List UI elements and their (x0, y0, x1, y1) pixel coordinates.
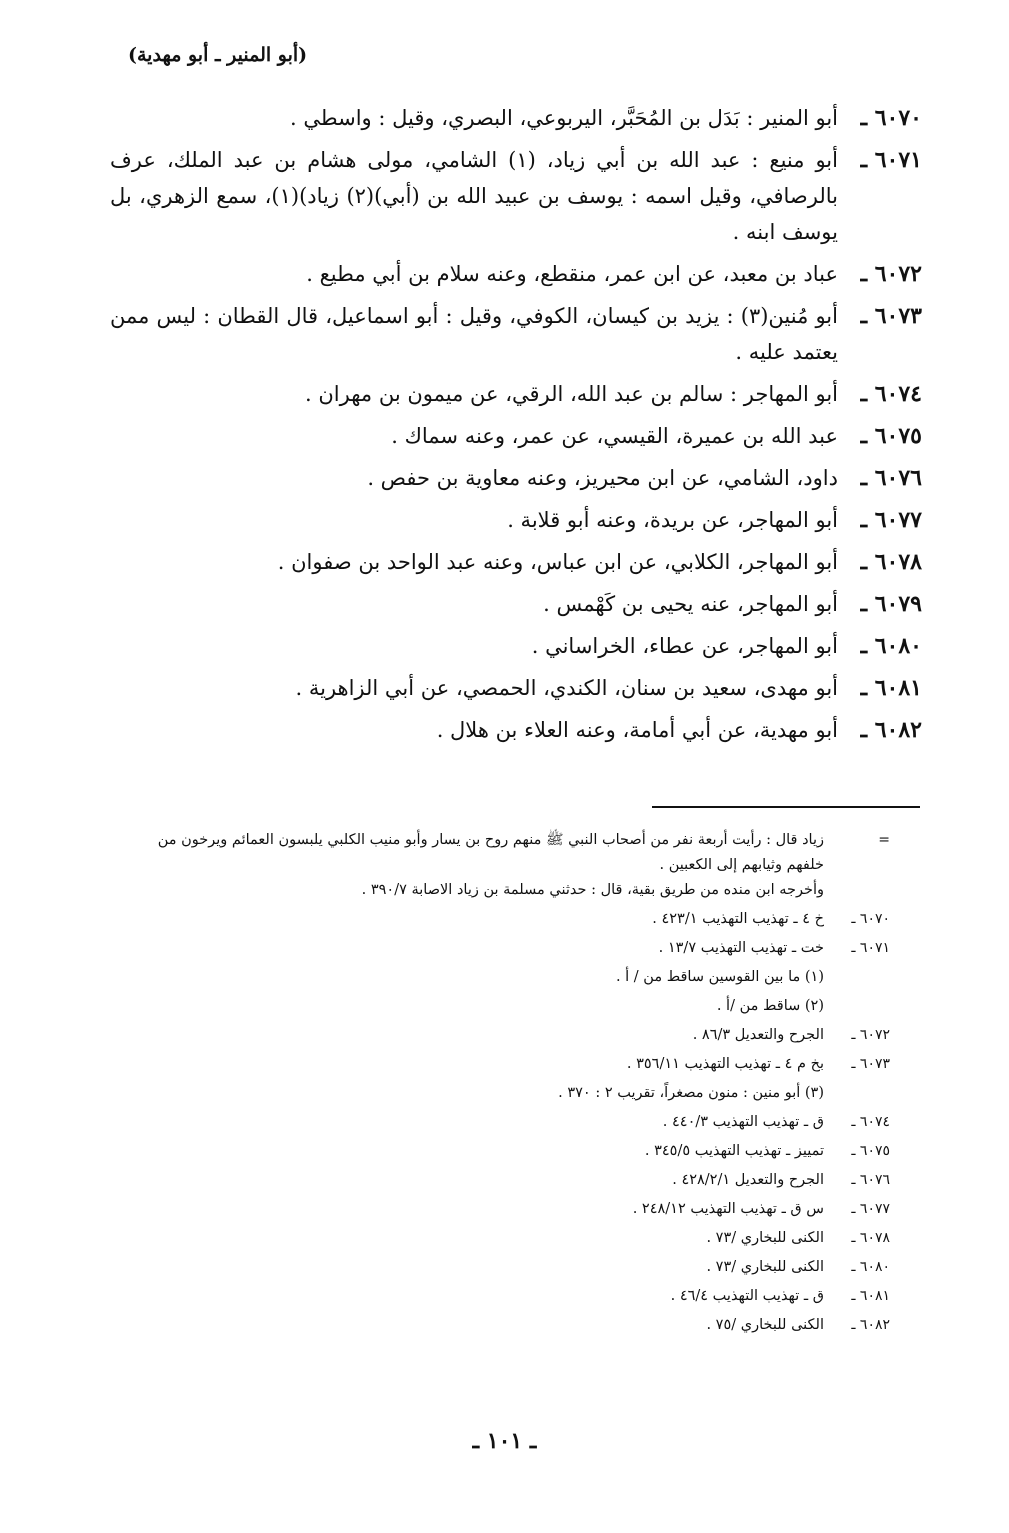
footnote (120, 994, 890, 1019)
footnote-number: ٦٠٧٥ ـ (851, 1143, 890, 1159)
footnote-text: (٣) أبو منين : منون مصغراً، تقريب ٢ : ٣٧٠ . (558, 1085, 824, 1101)
entry-text: أبو المنير : بَدَل بن المُحَبَّر، اليربوعي، البصري، وقيل : واسطي . (290, 106, 838, 130)
entry (110, 712, 922, 748)
entry (110, 586, 922, 622)
entry (110, 376, 922, 412)
entry-text: أبو مهدية، عن أبي أمامة، وعنه العلاء بن هلال . (436, 718, 838, 742)
entry-text: أبو مُنين(٣) : يزيد بن كيسان، الكوفي، وقيل : أبو اسماعيل، قال القطان : ليس ممن يعتمد عليه . (110, 304, 838, 364)
entry-number: ٦٠٧٨ ـ (860, 549, 922, 575)
entry (110, 142, 922, 250)
entry-number: ٦٠٧٧ ـ (860, 507, 922, 533)
footnote-number: ٦٠٧٤ ـ (851, 1114, 890, 1130)
footnote-text: الكنى للبخاري /٧٥ . (706, 1317, 824, 1333)
entry-number: ٦٠٧٢ ـ (860, 261, 922, 287)
footnote-number: ٦٠٧٠ ـ (851, 911, 890, 927)
footnote-number: ٦٠٨١ ـ (851, 1288, 890, 1304)
entry (110, 298, 922, 370)
footnote-text: بخ م ٤ ـ تهذيب التهذيب ٣٥٦/١١ . (626, 1056, 824, 1072)
footnote-text: تمييز ـ تهذيب التهذيب ٣٤٥/٥ . (644, 1143, 824, 1159)
entry-text: عبد الله بن عميرة، القيسي، عن عمر، وعنه سماك . (391, 424, 838, 448)
footnote-number: ٦٠٧٦ ـ (851, 1172, 890, 1188)
footnote-text: خت ـ تهذيب التهذيب ١٣/٧ . (658, 940, 824, 956)
footnote-number: ٦٠٧٨ ـ (851, 1230, 890, 1246)
entry-text: أبو المهاجر، عن بريدة، وعنه أبو قلابة . (507, 508, 838, 532)
entry-number: ٦٠٧١ ـ (860, 147, 922, 173)
running-header: (أبو المنير ـ أبو مهدية) (128, 44, 308, 66)
entry-text: أبو المهاجر، الكلابي، عن ابن عباس، وعنه عبد الواحد بن صفوان . (277, 550, 838, 574)
entry (110, 256, 922, 292)
footnote (120, 1023, 890, 1048)
entry-text: داود، الشامي، عن ابن محيريز، وعنه معاوية بن حفص . (367, 466, 838, 490)
footnote-number: ٦٠٨٢ ـ (851, 1317, 890, 1333)
entry-text: أبو المهاجر، عنه يحيى بن كَهْمس . (543, 592, 838, 616)
footnote (120, 1110, 890, 1135)
footnote-text: الجرح والتعديل ٤٢٨/٢/١ . (672, 1172, 824, 1188)
footnote-number: ٦٠٧٧ ـ (851, 1201, 890, 1217)
footnote-continuation (120, 828, 890, 903)
entry-number: ٦٠٨١ ـ (860, 675, 922, 701)
footnote (120, 1081, 890, 1106)
entry-number: ٦٠٧٠ ـ (860, 105, 922, 131)
footnote (120, 1168, 890, 1193)
entry (110, 100, 922, 136)
entry (110, 628, 922, 664)
footnote (120, 1226, 890, 1251)
footnote-divider (652, 806, 920, 808)
entry-text: أبو المهاجر : سالم بن عبد الله، الرقي، عن ميمون بن مهران . (305, 382, 838, 406)
footnote (120, 1284, 890, 1309)
continuation-mark: = (878, 832, 890, 848)
footnote (120, 1255, 890, 1280)
footnote-text: خ ٤ ـ تهذيب التهذيب ٤٢٣/١ . (652, 911, 824, 927)
entry-list (110, 100, 922, 754)
footnote-text: الكنى للبخاري /٧٣ . (706, 1259, 824, 1275)
footnote-number: ٦٠٨٠ ـ (851, 1259, 890, 1275)
page-number: ـ ١٠١ ـ (472, 1428, 537, 1454)
footnote (120, 965, 890, 990)
entry (110, 418, 922, 454)
entry (110, 502, 922, 538)
footnote-number: ٦٠٧٢ ـ (851, 1027, 890, 1043)
footnote-list (120, 828, 890, 1342)
footnote-text: س ق ـ تهذيب التهذيب ٢٤٨/١٢ . (632, 1201, 824, 1217)
footnote (120, 1197, 890, 1222)
footnote-text: (١) ما بين القوسين ساقط من / أ . (615, 969, 824, 985)
entry-number: ٦٠٨٠ ـ (860, 633, 922, 659)
footnote-text: الجرح والتعديل ٨٦/٣ . (692, 1027, 824, 1043)
footnote-text: ق ـ تهذيب التهذيب ٤٦/٤ . (670, 1288, 824, 1304)
footnote-number: ٦٠٧١ ـ (851, 940, 890, 956)
footnote (120, 936, 890, 961)
continuation-line: زياد قال : رأيت أربعة نفر من أصحاب النبي ﷺ منهم روح بن يسار وأبو منيب الكلبي يلبسون العمائم ويرخون من خلفهم وثيابهم إلى الكعبين . (157, 832, 824, 873)
footnote-text: (٢) ساقط من /أ . (716, 998, 824, 1014)
entry-number: ٦٠٨٢ ـ (860, 717, 922, 743)
footnote (120, 1052, 890, 1077)
entry-number: ٦٠٧٤ ـ (860, 381, 922, 407)
footnote (120, 907, 890, 932)
entry-number: ٦٠٧٣ ـ (860, 303, 922, 329)
entry-text: عباد بن معبد، عن ابن عمر، منقطع، وعنه سلام بن أبي مطيع . (306, 262, 838, 286)
entry-text: أبو مهدى، سعيد بن سنان، الكندي، الحمصي، عن أبي الزاهرية . (295, 676, 838, 700)
entry-text: أبو المهاجر، عن عطاء، الخراساني . (531, 634, 838, 658)
footnote (120, 1139, 890, 1164)
continuation-line: وأخرجه ابن منده من طريق بقية، قال : حدثني مسلمة بن زياد الاصابة ٣٩٠/٧ . (361, 882, 824, 898)
entry-number: ٦٠٧٩ ـ (860, 591, 922, 617)
footnote (120, 1313, 890, 1338)
footnote-number: ٦٠٧٣ ـ (851, 1056, 890, 1072)
entry-text: أبو منيع : عبد الله بن أبي زياد، (١) الشامي، مولى هشام بن عبد الملك، عرف بالرصافي، وقيل اسمه : يوسف بن عبيد الله بن (أبي)(٢) زياد)(١)، سمع الزهري، بل يوسف ابنه . (110, 148, 838, 244)
entry (110, 670, 922, 706)
footnote-text: ق ـ تهذيب التهذيب ٤٤٠/٣ . (662, 1114, 824, 1130)
footnote-text: الكنى للبخاري /٧٣ . (706, 1230, 824, 1246)
entry (110, 460, 922, 496)
entry-number: ٦٠٧٥ ـ (860, 423, 922, 449)
entry-number: ٦٠٧٦ ـ (860, 465, 922, 491)
entry (110, 544, 922, 580)
